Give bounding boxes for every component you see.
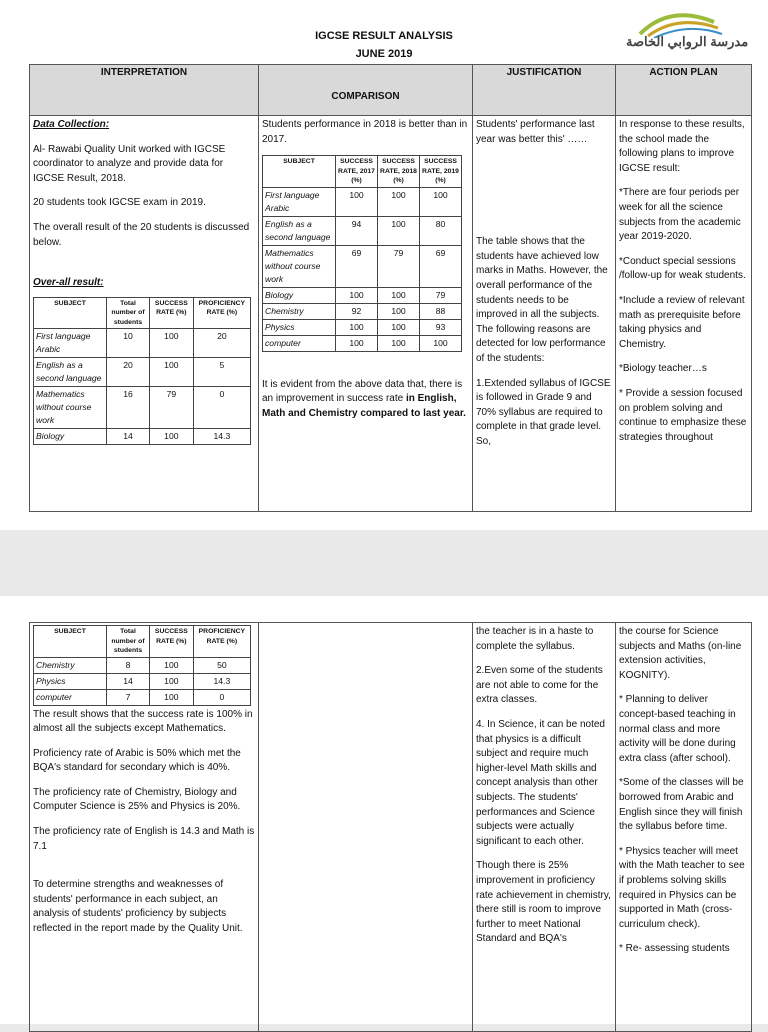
subject-cell: Mathematics without course work: [263, 245, 336, 287]
rate-2018-cell: 100: [378, 319, 420, 335]
rate-2019-cell: 93: [420, 319, 462, 335]
table-row: [263, 303, 462, 319]
action-plan-cell-continued: [615, 622, 752, 1032]
report-title: IGCSE RESULT ANALYSIS: [315, 30, 453, 42]
subject-cell: Chemistry: [263, 303, 336, 319]
column-header: SUCCESS RATE, 2018 (%): [378, 156, 420, 188]
success-cell: 100: [149, 657, 193, 673]
column-header: SUCCESS RATE, 2019 (%): [420, 156, 462, 188]
subject-cell: computer: [34, 689, 107, 705]
action-plan-text: * Physics teacher will meet with the Math teacher to see if problems solving skills required in Physics can be supported in Math (cross-curriculum check).: [619, 845, 745, 930]
subject-cell: Chemistry: [34, 657, 107, 673]
page-2: [0, 596, 768, 1024]
rate-2017-cell: 100: [336, 335, 378, 351]
rate-2019-cell: 100: [420, 335, 462, 351]
subject-cell: English as a second language: [263, 216, 336, 245]
interpretation-text: Al- Rawabi Quality Unit worked with IGCSE coordinator to analyze and provide data for IGCSE Result, 2018.: [33, 143, 226, 184]
column-header: SUBJECT: [34, 626, 107, 658]
action-plan-text: *Include a review of relevant math as prerequisite before taking physics and Chemistry.: [619, 294, 745, 350]
total-cell: 16: [107, 387, 150, 429]
column-header: PROFICIENCY RATE (%): [193, 297, 250, 329]
column-header: Total number of students: [107, 297, 150, 329]
header-justification-label: JUSTIFICATION: [506, 67, 582, 78]
rate-2017-cell: 100: [336, 187, 378, 216]
rate-2019-cell: 79: [420, 287, 462, 303]
rate-2018-cell: 100: [378, 287, 420, 303]
justification-text: The table shows that the students have achieved low marks in Maths. However, the overall performance of the students needs to be improved in all the subjects. The following reasons are detected for low performance of the students:: [476, 236, 608, 364]
table-row: [34, 673, 251, 689]
success-cell: 100: [149, 673, 193, 689]
table-row: [34, 429, 251, 445]
table-row: [263, 245, 462, 287]
header-action-plan-label: ACTION PLAN: [649, 67, 718, 78]
rate-2018-cell: 100: [378, 303, 420, 319]
action-plan-text: In response to these results, the school made the following plans to improve IGCSE result:: [619, 119, 745, 174]
justification-text: 1.Extended syllabus of IGCSE is followed in Grade 9 and 70% syllabus are required to complete in that grade level. So,: [476, 377, 611, 447]
logo-text: مدرسة الروابي الخاصة: [626, 34, 749, 49]
proficiency-cell: 5: [193, 358, 250, 387]
justification-text: Though there is 25% improvement in proficiency rate achievement in chemistry, there still is room to improve further to meet National Standard and BQA's: [476, 860, 611, 945]
rate-2018-cell: 100: [378, 187, 420, 216]
rate-2017-cell: 69: [336, 245, 378, 287]
subject-cell: computer: [263, 335, 336, 351]
success-cell: 79: [149, 387, 193, 429]
rate-2018-cell: 100: [378, 335, 420, 351]
data-collection-heading: Data Collection:: [33, 119, 110, 130]
justification-cell: [472, 115, 616, 512]
total-cell: 20: [107, 358, 150, 387]
rate-2018-cell: 79: [378, 245, 420, 287]
table-row: [34, 657, 251, 673]
interpretation-text: The proficiency rate of Chemistry, Biology and Computer Science is 25% and Physics is 20%.: [33, 786, 241, 813]
action-plan-text: *Conduct special sessions /follow-up for weak students.: [619, 255, 746, 282]
overall-result-heading: Over-all result:: [33, 277, 104, 289]
proficiency-cell: 0: [193, 387, 250, 429]
table-row: [263, 216, 462, 245]
proficiency-cell: 20: [193, 329, 250, 358]
column-header: SUCCESS RATE (%): [149, 626, 193, 658]
subject-cell: Physics: [263, 319, 336, 335]
rate-2019-cell: 69: [420, 245, 462, 287]
interpretation-text: 20 students took IGCSE exam in 2019.: [33, 197, 206, 209]
subject-cell: Physics: [34, 673, 107, 689]
table-row: [263, 335, 462, 351]
total-cell: 14: [107, 429, 150, 445]
conclusion-text: It is evident from the above data that, there is an improvement in success rate: [262, 378, 463, 405]
conclusion-emphasis: in English, Math and Chemistry compared to last year.: [262, 393, 466, 419]
total-cell: 14: [107, 673, 150, 689]
subject-cell: Biology: [263, 287, 336, 303]
overall-result-table: [33, 297, 251, 446]
subject-cell: First language Arabic: [34, 329, 107, 358]
table-row: [263, 287, 462, 303]
success-rate-comparison-table: [262, 155, 462, 352]
action-plan-text: *Biology teacher…s: [619, 363, 707, 375]
header-action-plan: [615, 64, 752, 116]
column-header: SUCCESS RATE, 2017 (%): [336, 156, 378, 188]
table-row: [263, 187, 462, 216]
action-plan-text: the course for Science subjects and Maths (on-line extension activities, KOGNITY).: [619, 626, 742, 681]
header-justification: [472, 64, 616, 116]
success-cell: 100: [149, 358, 193, 387]
header-comparison-label: COMPARISON: [331, 91, 400, 102]
school-logo: [618, 8, 749, 60]
interpretation-text: The overall result of the 20 students is discussed below.: [33, 221, 250, 248]
report-date: JUNE 2019: [355, 48, 413, 60]
success-cell: 100: [149, 329, 193, 358]
action-plan-text: *Some of the classes will be borrowed from Arabic and English since they will finish the syllabus before time.: [619, 777, 744, 833]
success-cell: 100: [149, 689, 193, 705]
column-header: SUCCESS RATE (%): [149, 297, 193, 329]
table-header-row: [263, 156, 462, 188]
subject-cell: English as a second language: [34, 358, 107, 387]
table-header-row: [34, 297, 251, 329]
table-row: [34, 358, 251, 387]
action-plan-cell: [615, 115, 752, 512]
interpretation-text: The proficiency rate of English is 14.3 and Math is 7.1: [33, 826, 255, 852]
table-row: [34, 387, 251, 429]
header-interpretation: [29, 64, 259, 116]
action-plan-text: * Planning to deliver concept-based teaching in normal class and more activity will be done during extra class (after school).: [619, 694, 736, 764]
justification-text: 2.Even some of the students are not able to come for the extra classes.: [476, 665, 603, 706]
interpretation-text: To determine strengths and weaknesses of students' performance in each subject, an analysis of students' proficiency by subjects reflected in the report made by the Quality Unit.: [33, 879, 243, 935]
proficiency-cell: 14.3: [193, 429, 250, 445]
justification-cell-continued: [472, 622, 616, 1032]
rate-2018-cell: 100: [378, 216, 420, 245]
column-header: Total number of students: [107, 626, 150, 658]
rate-2019-cell: 80: [420, 216, 462, 245]
rate-2019-cell: 100: [420, 187, 462, 216]
subject-cell: First language Arabic: [263, 187, 336, 216]
justification-text: 4. In Science, it can be noted that physics is a difficult subject and require much higher-level Math skills and concept analysis than other subjects. The students' performances and Science subjects were actually significant to each other.: [476, 718, 605, 847]
interpretation-cell: [29, 115, 259, 512]
rate-2017-cell: 100: [336, 319, 378, 335]
interpretation-cell-continued: [29, 622, 259, 1032]
column-header: SUBJECT: [34, 297, 107, 329]
action-plan-text: * Provide a session focused on problem solving and continue to emphasize these strategies throughout: [619, 387, 747, 443]
header-comparison: [258, 64, 473, 116]
justification-text: Students' performance last year was better this' ……: [476, 119, 595, 145]
table-header-row: [34, 626, 251, 658]
subject-cell: Biology: [34, 429, 107, 445]
action-plan-text: * Re- assessing students: [619, 943, 730, 955]
comparison-intro: Students performance in 2018 is better than in 2017.: [262, 119, 468, 145]
interpretation-text: The result shows that the success rate is 100% in almost all the subjects except Mathematics.: [33, 708, 253, 735]
proficiency-cell: 0: [193, 689, 250, 705]
header-interpretation-label: INTERPRETATION: [100, 67, 188, 78]
comparison-conclusion: [262, 378, 469, 422]
interpretation-text: Proficiency rate of Arabic is 50% which met the BQA's standard for secondary which is 40%.: [33, 747, 241, 774]
table-row: [263, 319, 462, 335]
rate-2017-cell: 100: [336, 287, 378, 303]
total-cell: 7: [107, 689, 150, 705]
proficiency-cell: 50: [193, 657, 250, 673]
success-cell: 100: [149, 429, 193, 445]
total-cell: 8: [107, 657, 150, 673]
rate-2017-cell: 92: [336, 303, 378, 319]
proficiency-table-continued: [33, 625, 251, 706]
rate-2019-cell: 88: [420, 303, 462, 319]
comparison-cell-continued: [258, 622, 473, 1032]
table-row: [34, 329, 251, 358]
column-header: SUBJECT: [263, 156, 336, 188]
rate-2017-cell: 94: [336, 216, 378, 245]
table-row: [34, 689, 251, 705]
proficiency-cell: 14.3: [193, 673, 250, 689]
column-header: PROFICIENCY RATE (%): [193, 626, 250, 658]
action-plan-text: *There are four periods per week for all the science subjects from the academic year 2019-2020.: [619, 187, 741, 243]
justification-text: the teacher is in a haste to complete the syllabus.: [476, 626, 594, 652]
total-cell: 10: [107, 329, 150, 358]
comparison-cell: [258, 115, 473, 512]
subject-cell: Mathematics without course work: [34, 387, 107, 429]
